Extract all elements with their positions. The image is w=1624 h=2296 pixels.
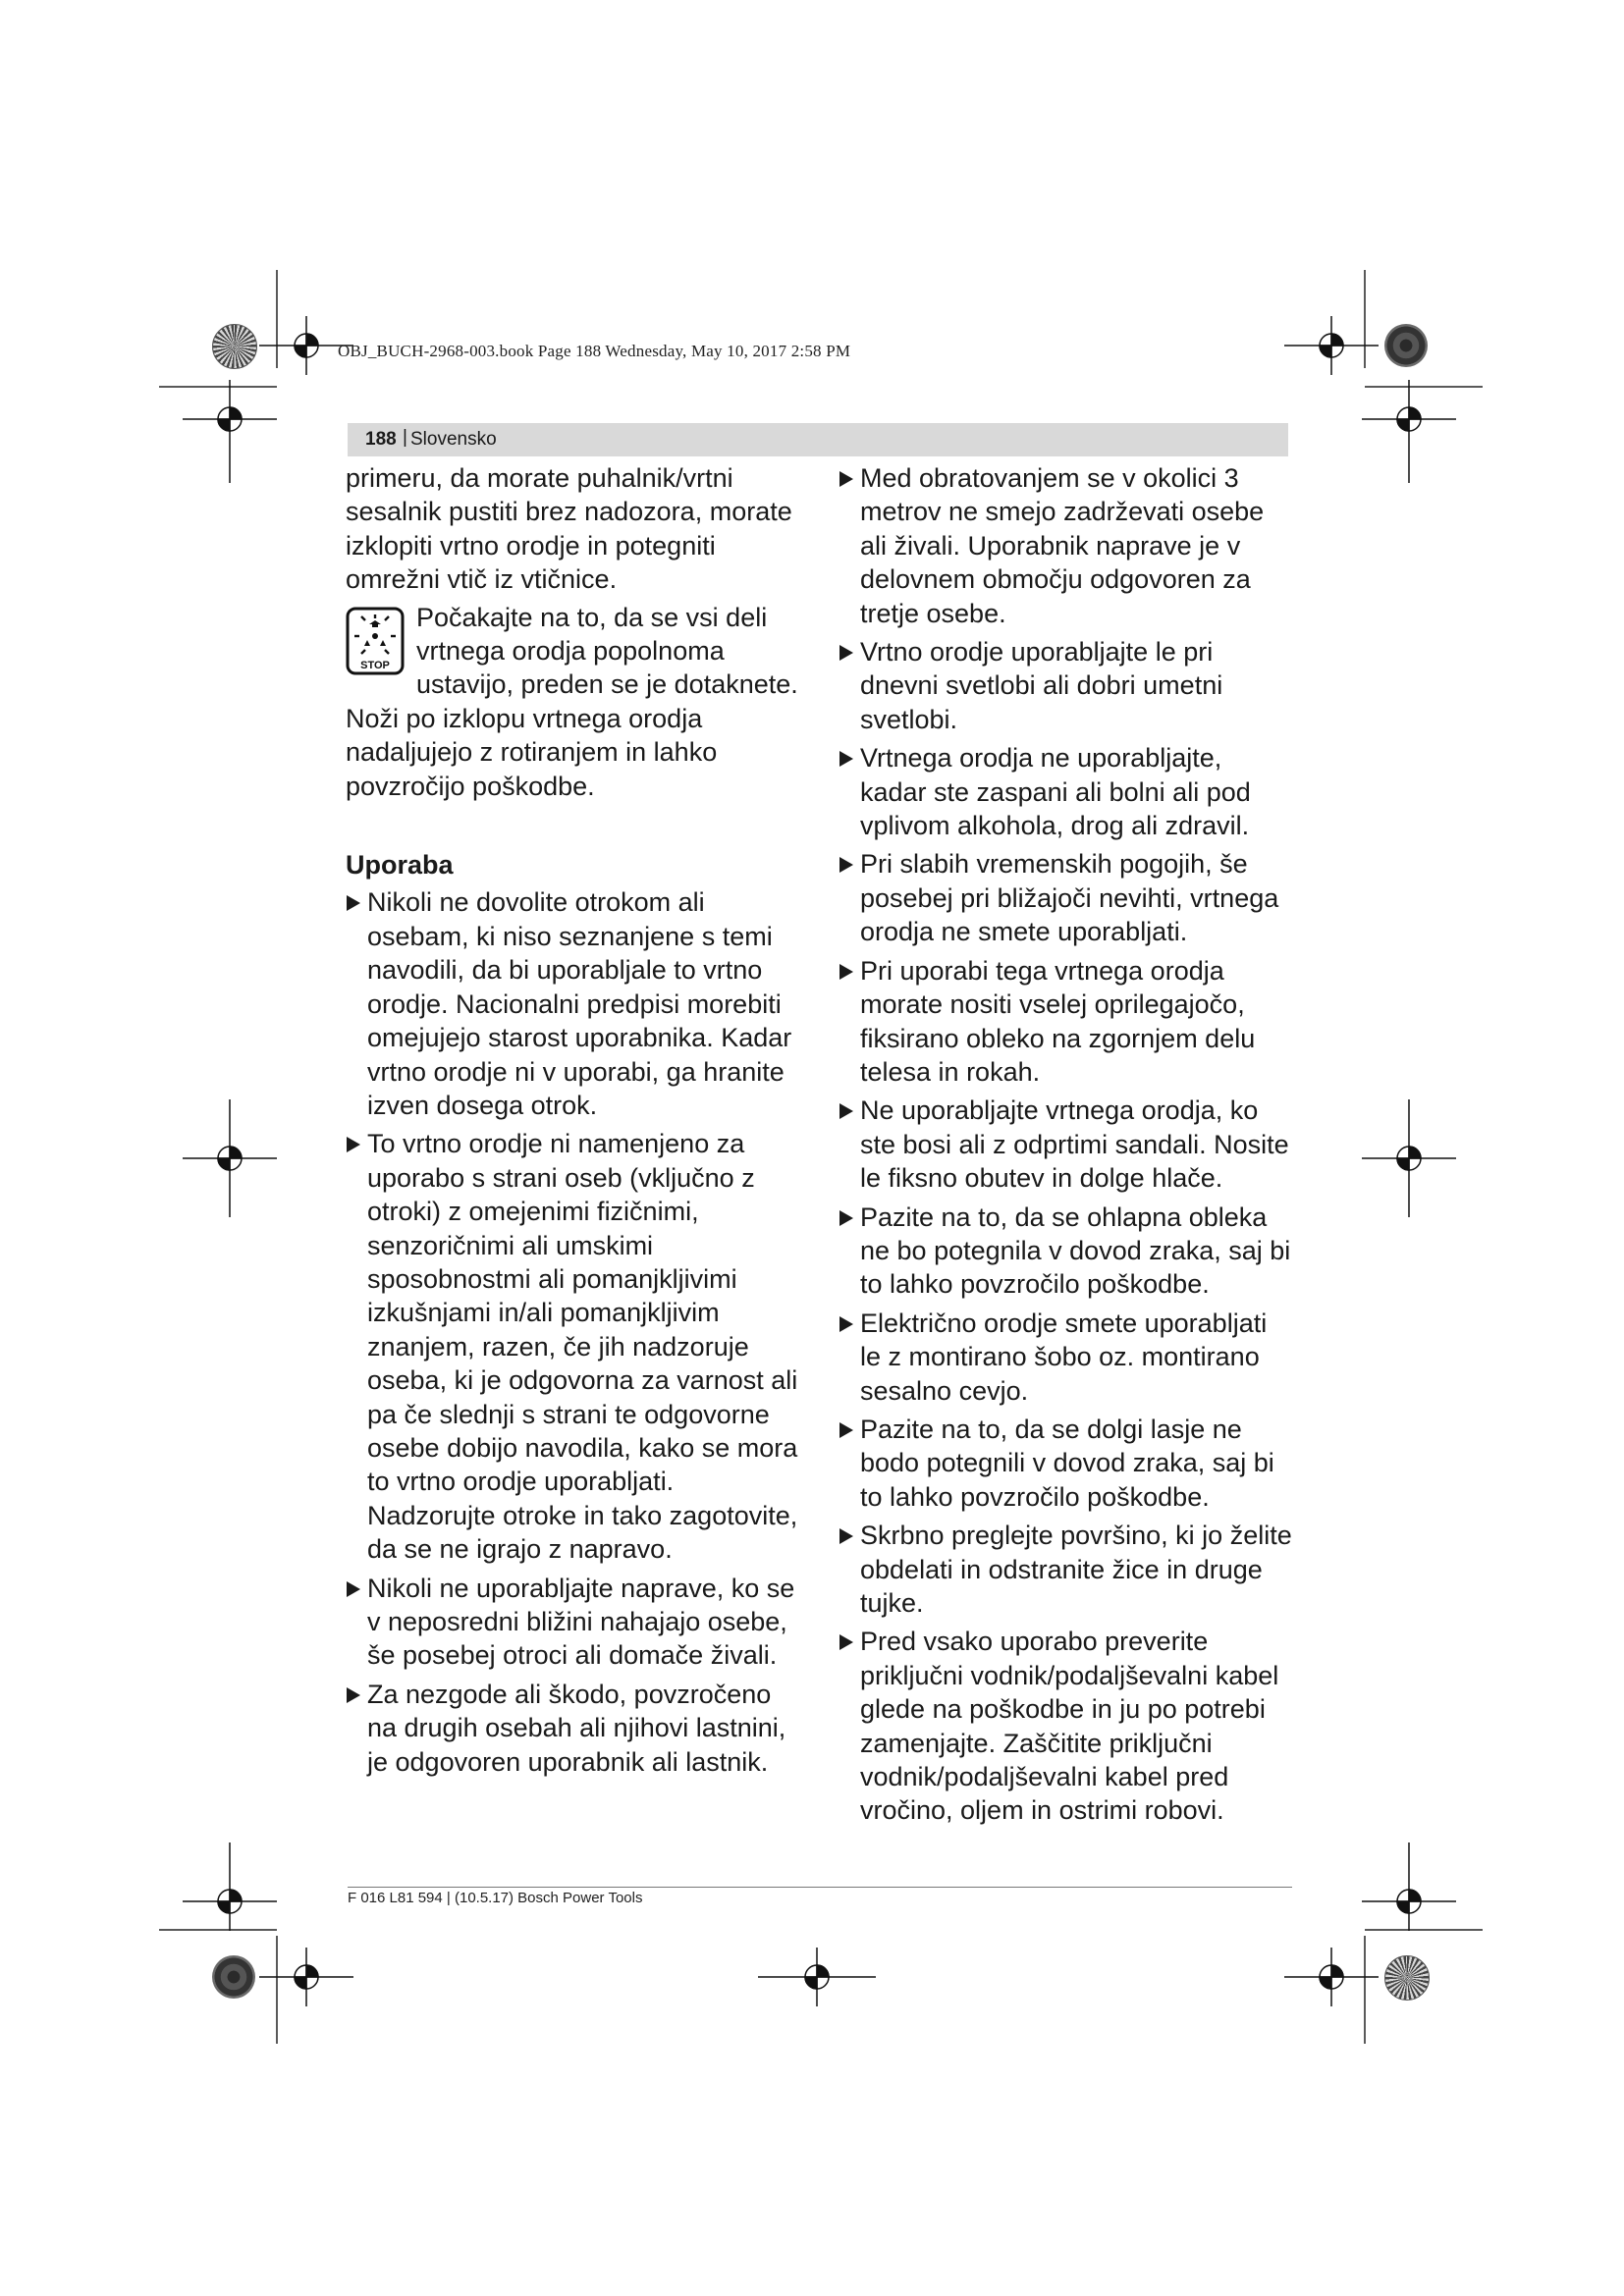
- footer-divider: [348, 1887, 1292, 1888]
- list-item: [839, 1625, 1292, 1827]
- bullet-arrow-icon: [839, 1316, 853, 1332]
- list-item-text: Med obratovanjem se v okolici 3 metrov ne smejo zadrževati osebe ali živali. Uporabnik naprave je v delovnem območju odgovoren za tretje osebe.: [860, 463, 1265, 628]
- bullet-arrow-icon: [839, 1422, 853, 1438]
- list-item-text: Električno orodje smete uporabljati le z montirano šobo oz. montirano sesalno cevjo.: [860, 1308, 1268, 1406]
- bullet-arrow-icon: [839, 645, 853, 661]
- right-column: [839, 461, 1292, 1833]
- list-item: [346, 1678, 807, 1779]
- bullet-arrow-icon: [839, 1634, 853, 1650]
- bullet-arrow-icon: [839, 751, 853, 767]
- bullet-arrow-icon: [839, 1210, 853, 1226]
- right-bullet-list: [839, 461, 1292, 1828]
- list-item-text: Vrtnega orodja ne uporabljajte, kadar ste zaspani ali bolni ali pod vplivom alkohola, drog ali zdravil.: [860, 743, 1251, 841]
- list-item-text: Pri slabih vremenskih pogojih, še posebej pri bližajoči nevihti, vrtnega orodja ne smete uporabljati.: [860, 849, 1279, 947]
- page-header: [348, 423, 1288, 456]
- list-item: [346, 885, 807, 1122]
- registration-disc-icon: [212, 1955, 255, 1999]
- page-number: 188: [365, 429, 397, 450]
- list-item: [839, 1519, 1292, 1620]
- list-item-text: Nikoli ne uporabljajte naprave, ko se v neposredni bližini nahajajo osebe, še posebej otroci ali domače živali.: [367, 1573, 795, 1671]
- stop-warning: [346, 601, 807, 803]
- stop-rotation-icon: [346, 607, 405, 675]
- bullet-arrow-icon: [839, 1528, 853, 1544]
- section-title-uporaba: Uporaba: [346, 850, 454, 881]
- list-item: [839, 847, 1292, 948]
- list-item-text: Pazite na to, da se ohlapna obleka ne bo potegnila v dovod zraka, saj bi to lahko povzročilo poškodbe.: [860, 1201, 1291, 1300]
- left-column: [346, 461, 807, 1784]
- left-bullet-list: [346, 885, 807, 1779]
- list-item-text: Pred vsako uporabo preverite priključni vodnik/podaljševalni kabel glede na poškodbe in ju po potrebi zamenjajte. Zaščitite priključni vodnik/podaljševalni kabel pred vročino, oljem in ostrimi robovi.: [860, 1627, 1279, 1826]
- list-item: [839, 1201, 1292, 1302]
- list-item-text: Pri uporabi tega vrtnega orodja morate nositi vselej oprilegajočo, fiksirano obleko na zgornjem delu telesa in rokah.: [860, 955, 1256, 1087]
- list-item-text: Nikoli ne dovolite otrokom ali osebam, ki niso seznanjene s temi navodili, da bi uporabljale to vrtno orodje. Nacionalni predpisi morebiti omejujejo starost uporabnika. Kadar vrtno orodje ni v uporabi, ga hranite izven dosega otrok.: [367, 887, 792, 1120]
- list-item-text: To vrtno orodje ni namenjeno za uporabo s strani oseb (vključno z otroki) z omejenimi fizičnimi, senzoričnimi ali umskimi sposobnostmi ali pomanjkljivimi izkušnjami in/ali pomanjkljivim znanjem, razen, če jih nadzoruje oseba, ki je odgovorna za varnost ali pa če slednji s strani te odgovorne osebe dobijo navodila, kako se mora to vrtno orodje uporabljati. Nadzorujte otroke in tako zagotovite, da se ne igrajo z napravo.: [367, 1129, 798, 1565]
- footer-text: F 016 L81 594 | (10.5.17) Bosch Power Tools: [348, 1890, 643, 1906]
- production-header: OBJ_BUCH-2968-003.book Page 188 Wednesday, May 10, 2017 2:58 PM: [338, 342, 851, 360]
- bullet-arrow-icon: [839, 857, 853, 873]
- language-label: Slovensko: [410, 429, 497, 450]
- bullet-arrow-icon: [839, 471, 853, 487]
- list-item-text: Pazite na to, da se dolgi lasje ne bodo potegnili v dovod zraka, saj bi to lahko povzročilo poškodbe.: [860, 1414, 1274, 1512]
- bullet-arrow-icon: [347, 1137, 360, 1152]
- list-item-text: Skrbno preglejte površino, ki jo želite obdelati in odstranite žice in druge tujke.: [860, 1521, 1292, 1618]
- bullet-arrow-icon: [347, 1687, 360, 1703]
- list-item: [839, 461, 1292, 630]
- bullet-arrow-icon: [347, 1581, 360, 1597]
- stop-icon-label: STOP: [360, 659, 390, 671]
- list-item-text: Vrtno orodje uporabljajte le pri dnevni svetlobi ali dobri umetni svetlobi.: [860, 637, 1223, 734]
- bullet-arrow-icon: [839, 964, 853, 980]
- bullet-arrow-icon: [839, 1103, 853, 1119]
- list-item: [839, 1413, 1292, 1514]
- list-item: [839, 635, 1292, 736]
- list-item: [346, 1572, 807, 1673]
- list-item: [839, 741, 1292, 842]
- stop-paragraph: Počakajte na to, da se vsi deli vrtnega orodja popolnoma ustavijo, preden se je dotaknete. Noži po izklopu vrtnega orodja nadaljujejo z rotiranjem in lahko povzročijo poškodbe.: [346, 602, 798, 801]
- list-item-text: Za nezgode ali škodo, povzročeno na drugih osebah ali njihovi lastnini, je odgovoren uporabnik ali lastnik.: [367, 1679, 786, 1777]
- list-item: [839, 1307, 1292, 1408]
- registration-disc-icon: [1384, 324, 1428, 367]
- list-item-text: Ne uporabljajte vrtnega orodja, ko ste bosi ali z odprtimi sandali. Nosite le fiksno obutev in dolge hlače.: [860, 1095, 1289, 1194]
- list-item: [346, 1127, 807, 1566]
- registration-disc-icon: [212, 324, 257, 369]
- list-item: [839, 954, 1292, 1090]
- intro-paragraph: primeru, da morate puhalnik/vrtni sesalnik pustiti brez nadozora, morate izklopiti vrtno orodje in potegniti omrežni vtič iz vtičnice.: [346, 463, 792, 595]
- list-item: [839, 1094, 1292, 1195]
- bullet-arrow-icon: [347, 895, 360, 911]
- registration-disc-icon: [1384, 1955, 1430, 2001]
- header-separator: |: [403, 427, 407, 448]
